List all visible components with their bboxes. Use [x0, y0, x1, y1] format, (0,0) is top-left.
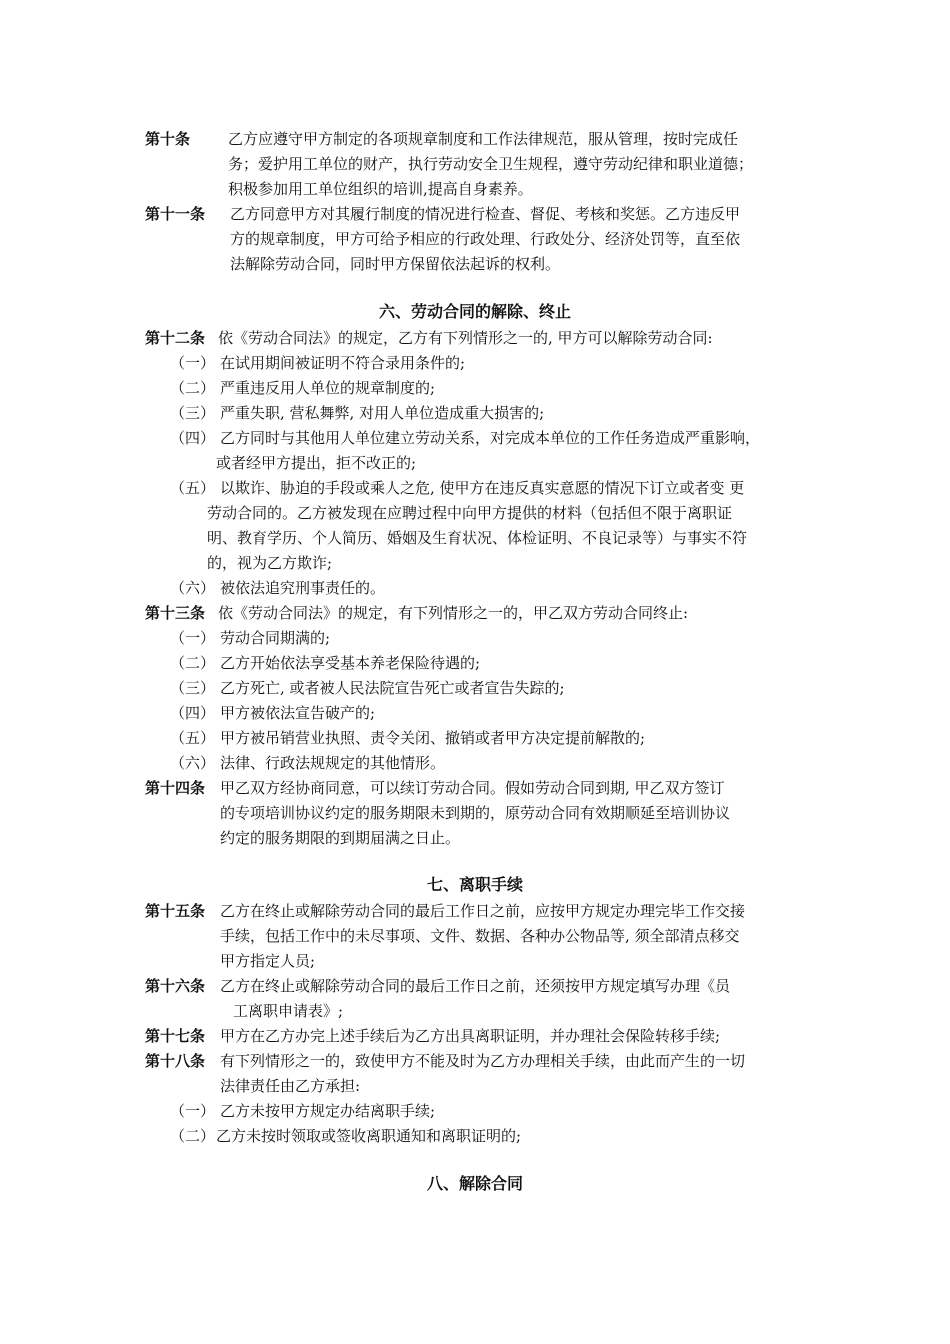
article-15-line-1: 乙方在终止或解除劳动合同的最后工作日之前，应按甲方规定办理完毕工作交接	[220, 902, 746, 920]
article-12-item-1-number: （一）	[170, 354, 216, 372]
article-12-item-5-line-1: 以欺诈、胁迫的手段或乘人之危, 使甲方在违反真实意愿的情况下订立或者变 更	[220, 479, 745, 497]
article-12-item-6-number: （六）	[170, 579, 216, 597]
article-11-line-2: 方的规章制度，甲方可给予相应的行政处理、行政处分、经济处罚等，直至依	[230, 230, 741, 248]
section-6-heading: 六、劳动合同的解除、终止	[378, 302, 571, 321]
section-7-heading: 七、离职手续	[426, 875, 523, 894]
article-13-intro: 依《劳动合同法》的规定，有下列情形之一的，甲乙双方劳动合同终止:	[218, 604, 689, 622]
article-12-item-4-line-1: 乙方同时与其他用人单位建立劳动关系，对完成本单位的工作任务造成严重影响，	[220, 429, 761, 447]
article-10-line-3: 积极参加用工单位组织的培训,提高自身素养。	[228, 180, 533, 198]
article-13-item-3-number: （三）	[170, 679, 216, 697]
article-17-line-1: 甲方在乙方办完上述手续后为乙方出具离职证明，并办理社会保险转移手续;	[220, 1027, 721, 1045]
article-12-item-5-number: （五）	[170, 479, 216, 497]
article-18-item-1: 乙方未按甲方规定办结离职手续;	[220, 1102, 436, 1120]
article-16-line-2: 工离职申请表》;	[233, 1002, 344, 1020]
article-15-label: 第十五条	[145, 902, 206, 920]
article-14-line-1: 甲乙双方经协商同意，可以续订劳动合同。假如劳动合同到期, 甲乙双方签订	[220, 779, 725, 797]
article-13-item-1-number: （一）	[170, 629, 216, 647]
article-18-item-2-number: （二）	[170, 1127, 216, 1145]
article-14-line-2: 的专项培训协议约定的服务期限未到期的，原劳动合同有效期顺延至培训协议	[220, 804, 731, 822]
article-18-item-1-number: （一）	[170, 1102, 216, 1120]
article-11-label: 第十一条	[145, 205, 206, 223]
article-12-item-4-number: （四）	[170, 429, 216, 447]
article-13-item-6: 法律、行政法规规定的其他情形。	[220, 754, 446, 772]
article-11-line-1: 乙方同意甲方对其履行制度的情况进行检查、督促、考核和奖惩。乙方违反甲	[230, 205, 741, 223]
article-12-label: 第十二条	[145, 329, 206, 347]
article-16-line-1: 乙方在终止或解除劳动合同的最后工作日之前，还须按甲方规定填写办理《员	[220, 977, 731, 995]
article-16-label: 第十六条	[145, 977, 206, 995]
article-18-line-2: 法律责任由乙方承担:	[220, 1077, 361, 1095]
article-12-item-1: 在试用期间被证明不符合录用条件的;	[220, 354, 466, 372]
article-12-item-2: 严重违反用人单位的规章制度的;	[220, 379, 436, 397]
article-12-item-4-line-2: 或者经甲方提出，拒不改正的;	[216, 454, 417, 472]
article-18-line-1: 有下列情形之一的，致使甲方不能及时为乙方办理相关手续，由此而产生的一切	[220, 1052, 746, 1070]
article-13-item-6-number: （六）	[170, 754, 216, 772]
article-13-item-3: 乙方死亡, 或者被人民法院宣告死亡或者宣告失踪的;	[220, 679, 565, 697]
article-11-line-3: 法解除劳动合同，同时甲方保留依法起诉的权利。	[230, 255, 561, 273]
article-12-item-2-number: （二）	[170, 379, 216, 397]
article-13-item-4-number: （四）	[170, 704, 216, 722]
article-13-item-4: 甲方被依法宣告破产的;	[220, 704, 376, 722]
article-12-item-3-number: （三）	[170, 404, 216, 422]
article-13-item-1: 劳动合同期满的;	[220, 629, 331, 647]
article-13-item-5-number: （五）	[170, 729, 216, 747]
article-10-line-2: 务；爱护用工单位的财产，执行劳动安全卫生规程，遵守劳动纪律和职业道德；	[228, 155, 754, 173]
article-15-line-3: 甲方指定人员;	[220, 952, 316, 970]
article-13-item-2-number: （二）	[170, 654, 216, 672]
article-13-item-2: 乙方开始依法享受基本养老保险待遇的;	[220, 654, 481, 672]
article-18-item-2: 乙方未按时领取或签收离职通知和离职证明的;	[216, 1127, 522, 1145]
article-15-line-2: 手续，包括工作中的未尽事项、文件、数据、各种办公物品等, 须全部清点移交	[220, 927, 740, 945]
article-12-item-3: 严重失职, 营私舞弊, 对用人单位造成重大损害的;	[220, 404, 545, 422]
article-10-label: 第十条	[145, 130, 191, 148]
article-14-label: 第十四条	[145, 779, 206, 797]
article-12-item-5-line-3: 明、教育学历、个人简历、婚姻及生育状况、体检证明、不良记录等）与事实不符	[207, 529, 748, 547]
article-18-label: 第十八条	[145, 1052, 206, 1070]
article-17-label: 第十七条	[145, 1027, 206, 1045]
article-13-label: 第十三条	[145, 604, 206, 622]
article-12-item-5-line-4: 的，视为乙方欺诈;	[207, 554, 333, 572]
article-12-intro: 依《劳动合同法》的规定，乙方有下列情形之一的, 甲方可以解除劳动合同:	[218, 329, 713, 347]
article-13-item-5: 甲方被吊销营业执照、责令关闭、撤销或者甲方决定提前解散的;	[220, 729, 646, 747]
section-8-heading: 八、解除合同	[426, 1174, 523, 1193]
article-12-item-6: 被依法追究刑事责任的。	[220, 579, 386, 597]
article-12-item-5-line-2: 劳动合同的。乙方被发现在应聘过程中向甲方提供的材料（包括但不限于离职证	[207, 504, 733, 522]
article-10-line-1: 乙方应遵守甲方制定的各项规章制度和工作法律规范，服从管理，按时完成任	[228, 130, 739, 148]
article-14-line-3: 约定的服务期限的到期届满之日止。	[220, 829, 461, 847]
